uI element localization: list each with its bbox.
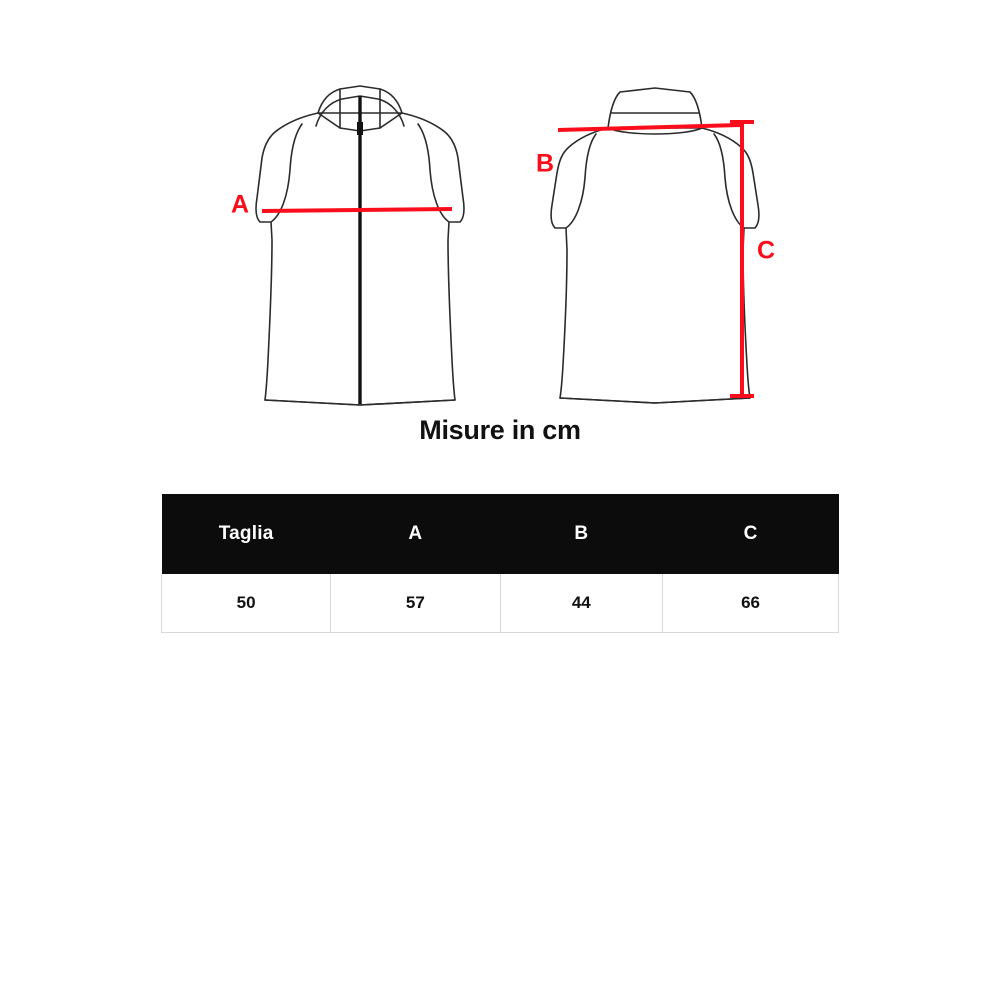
vest-diagram-svg (0, 0, 1000, 470)
measure-unit-caption: Misure in cm (419, 415, 581, 445)
cell-taglia: 50 (162, 574, 331, 633)
size-table (161, 494, 839, 633)
cell-b: 44 (500, 574, 663, 633)
size-table-header-row (162, 494, 839, 574)
size-table-header-b: B (500, 494, 663, 574)
measure-label-a: A (230, 190, 250, 219)
cell-c: 66 (663, 574, 839, 633)
size-table-header-a: A (331, 494, 500, 574)
size-table-header-taglia: Taglia (162, 494, 331, 574)
vest-back-view (551, 88, 759, 403)
cell-a: 57 (331, 574, 500, 633)
table-row (162, 574, 839, 633)
garment-diagram (0, 0, 1000, 470)
size-table-header-c: C (663, 494, 839, 574)
measure-line-a (262, 209, 452, 211)
measure-label-b: B (535, 149, 555, 178)
measure-label-c: C (756, 236, 776, 265)
measure-line-b (558, 125, 740, 130)
